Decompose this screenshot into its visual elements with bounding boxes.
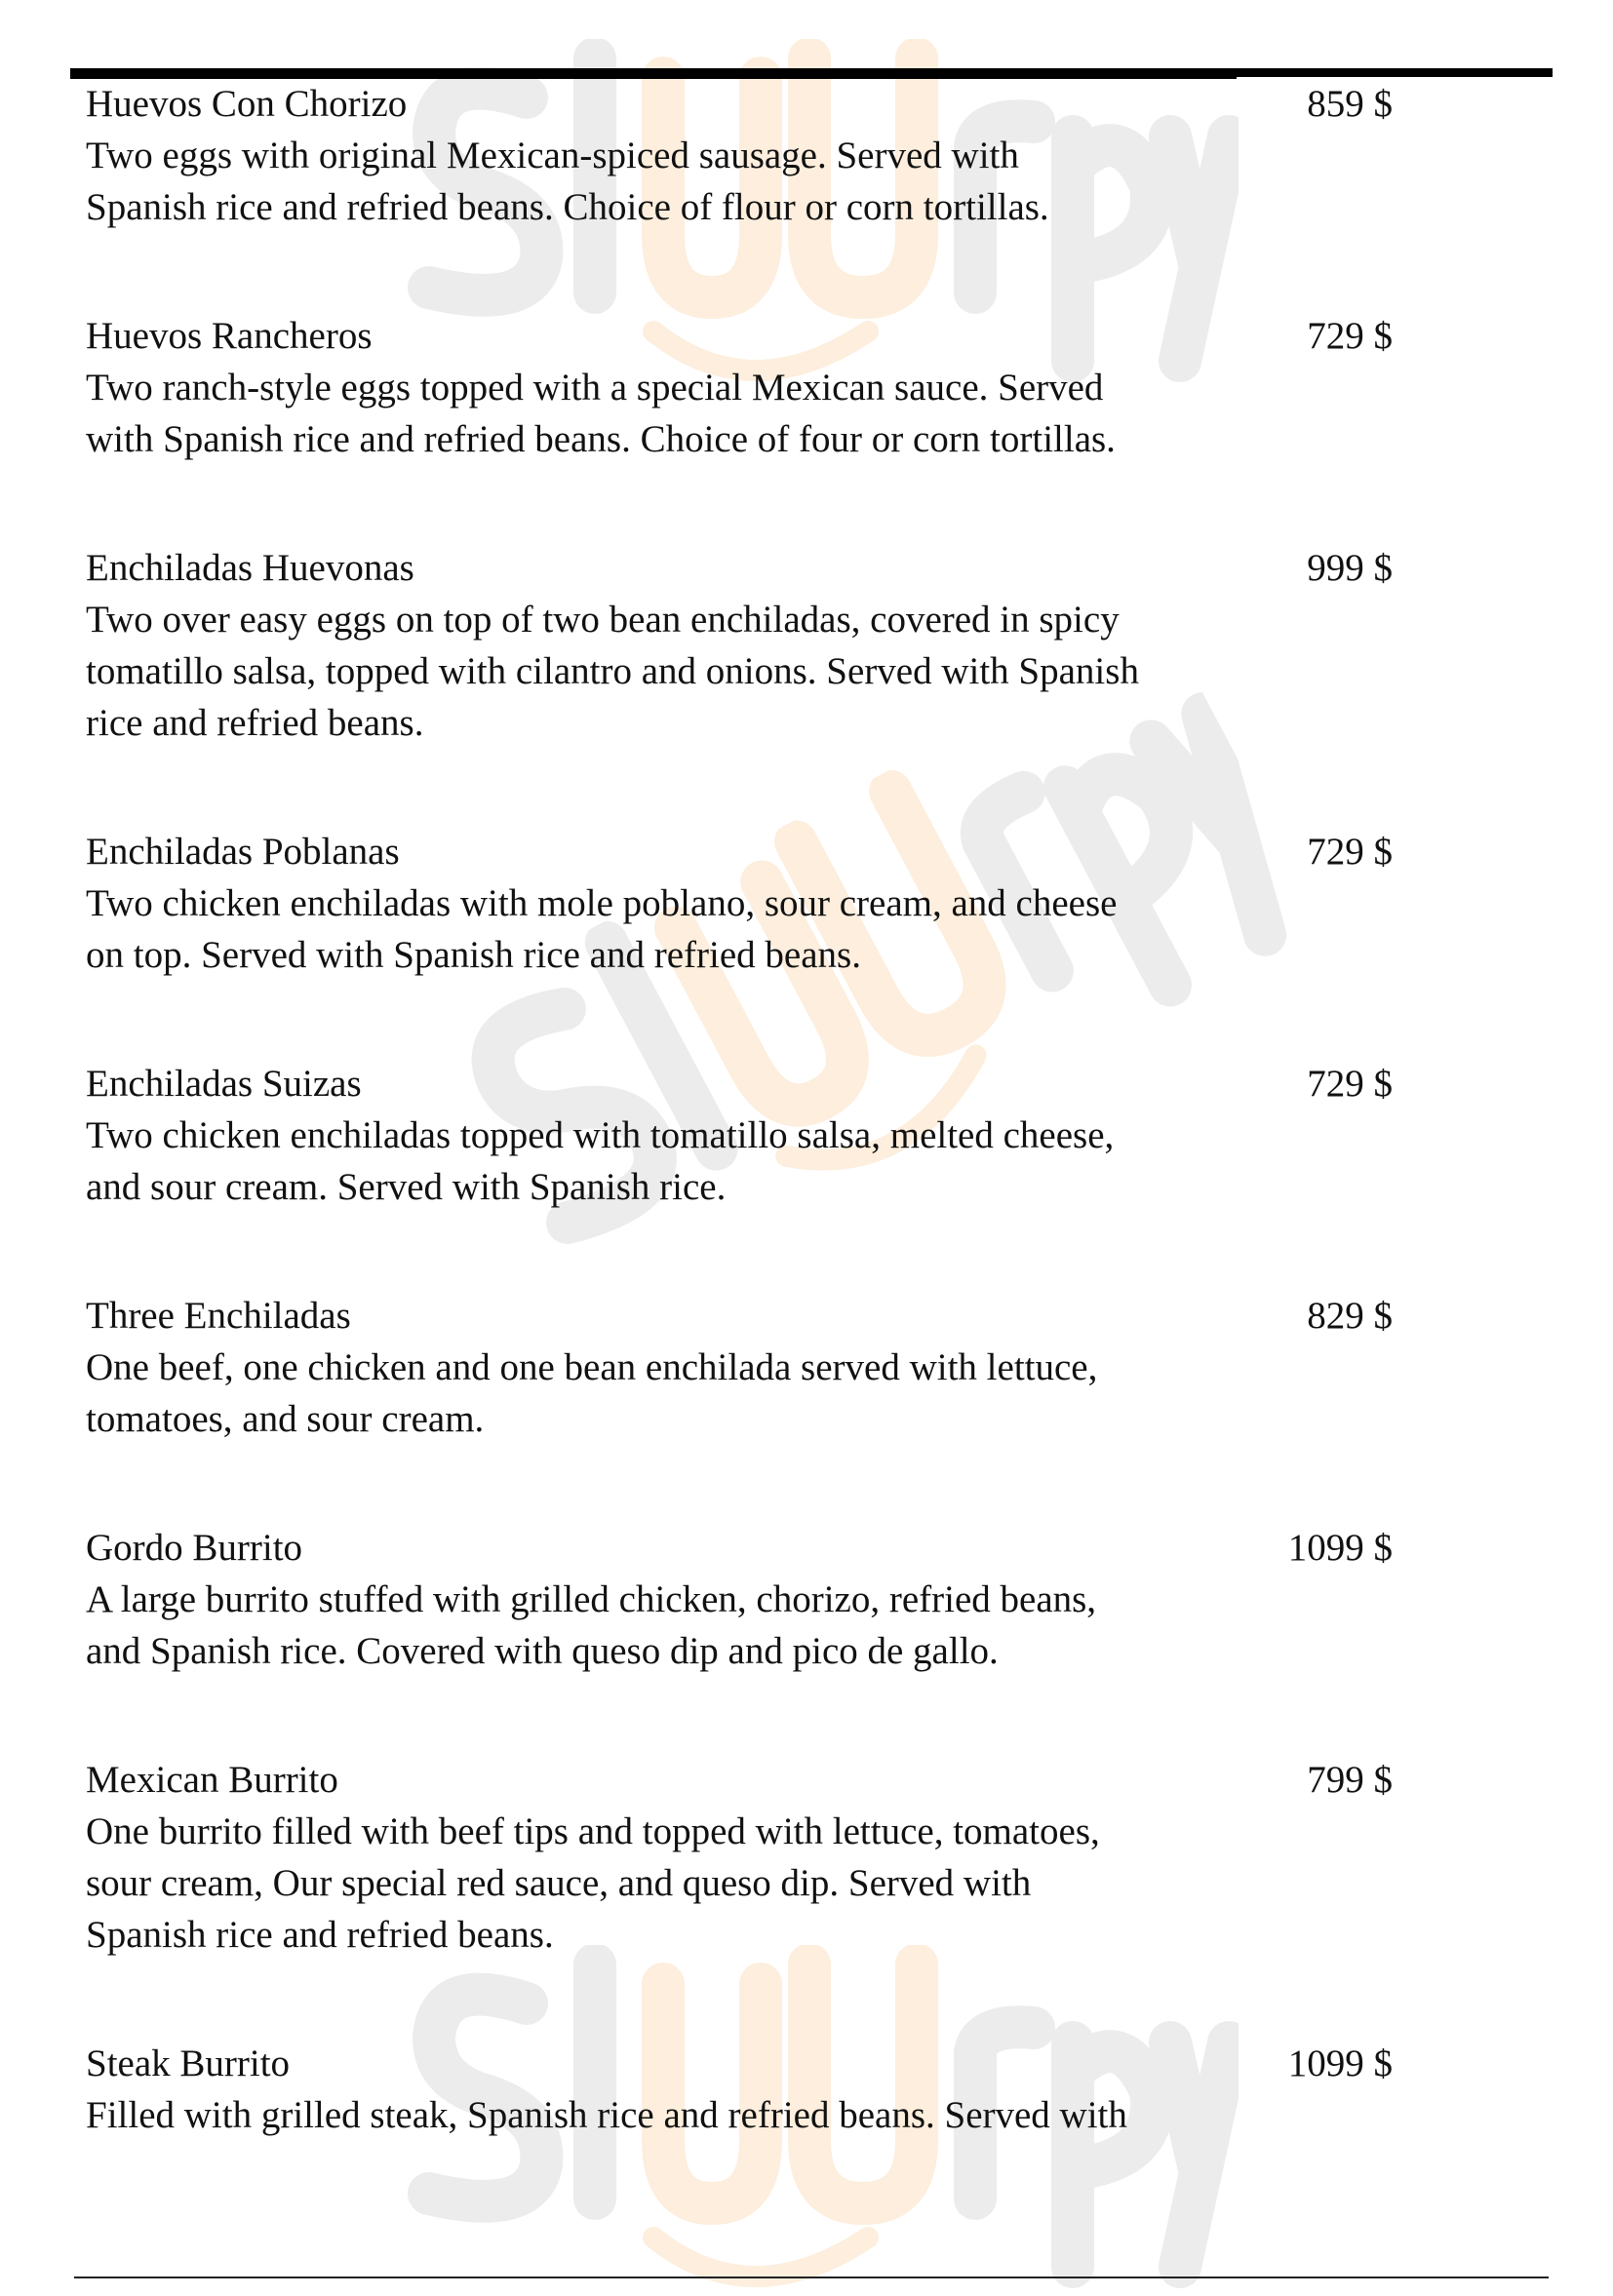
item-description-line: Two chicken enchiladas with mole poblano, sour cream, and cheese — [86, 882, 1118, 924]
item-description-line: tomatoes, and sour cream. — [86, 1398, 485, 1440]
item-name: Huevos Rancheros — [86, 315, 373, 357]
menu-list — [86, 78, 1393, 2218]
item-name: Three Enchiladas — [86, 1295, 351, 1337]
menu-item — [86, 78, 1393, 233]
item-price: 729 $ — [1307, 831, 1393, 873]
item-description-line: tomatillo salsa, topped with cilantro and onions. Served with Spanish — [86, 650, 1139, 692]
item-description-line: with Spanish rice and refried beans. Choice of four or corn tortillas. — [86, 418, 1116, 460]
item-description-line: Two chicken enchiladas topped with tomatillo salsa, melted cheese, — [86, 1114, 1115, 1156]
item-price: 729 $ — [1307, 1063, 1393, 1105]
item-price: 1099 $ — [1287, 1527, 1393, 1569]
item-description-line: and Spanish rice. Covered with queso dip and pico de gallo. — [86, 1630, 999, 1672]
item-description-line: Spanish rice and refried beans. Choice of flour or corn tortillas. — [86, 186, 1049, 228]
item-description-line: sour cream, Our special red sauce, and queso dip. Served with — [86, 1862, 1032, 1904]
item-price: 829 $ — [1307, 1295, 1393, 1337]
menu-item — [86, 310, 1393, 465]
item-description-line: Two over easy eggs on top of two bean enchiladas, covered in spicy — [86, 599, 1120, 641]
item-price: 859 $ — [1307, 83, 1393, 125]
item-description-line: A large burrito stuffed with grilled chicken, chorizo, refried beans, — [86, 1578, 1097, 1620]
menu-item — [86, 1522, 1393, 1677]
item-description-line: Spanish rice and refried beans. — [86, 1914, 554, 1956]
menu-item — [86, 2038, 1393, 2141]
menu-item — [86, 1290, 1393, 1445]
top-rule — [70, 68, 1553, 77]
item-description-line: on top. Served with Spanish rice and refried beans. — [86, 934, 861, 976]
item-name: Mexican Burrito — [86, 1759, 338, 1801]
item-name: Enchiladas Suizas — [86, 1063, 362, 1105]
item-price: 1099 $ — [1287, 2043, 1393, 2084]
item-name: Steak Burrito — [86, 2043, 291, 2084]
menu-item — [86, 1058, 1393, 1213]
menu-item — [86, 1754, 1393, 1961]
item-description-line: Two eggs with original Mexican-spiced sausage. Served with — [86, 135, 1019, 176]
item-description-line: Two ranch-style eggs topped with a special Mexican sauce. Served — [86, 367, 1104, 409]
item-price: 729 $ — [1307, 315, 1393, 357]
item-description-line: Filled with grilled steak, Spanish rice and refried beans. Served with — [86, 2094, 1127, 2136]
item-description-line: rice and refried beans. — [86, 702, 424, 744]
item-price: 799 $ — [1307, 1759, 1393, 1801]
menu-item — [86, 826, 1393, 981]
item-description-line: and sour cream. Served with Spanish rice. — [86, 1166, 727, 1208]
item-description-line: One beef, one chicken and one bean enchilada served with lettuce, — [86, 1346, 1098, 1388]
item-price: 999 $ — [1307, 547, 1393, 589]
item-name: Enchiladas Poblanas — [86, 831, 400, 873]
item-description-line: One burrito filled with beef tips and topped with lettuce, tomatoes, — [86, 1810, 1100, 1852]
menu-item — [86, 542, 1393, 749]
bottom-rule — [74, 2277, 1549, 2278]
item-name: Enchiladas Huevonas — [86, 547, 414, 589]
item-name: Huevos Con Chorizo — [86, 83, 408, 125]
item-name: Gordo Burrito — [86, 1527, 303, 1569]
